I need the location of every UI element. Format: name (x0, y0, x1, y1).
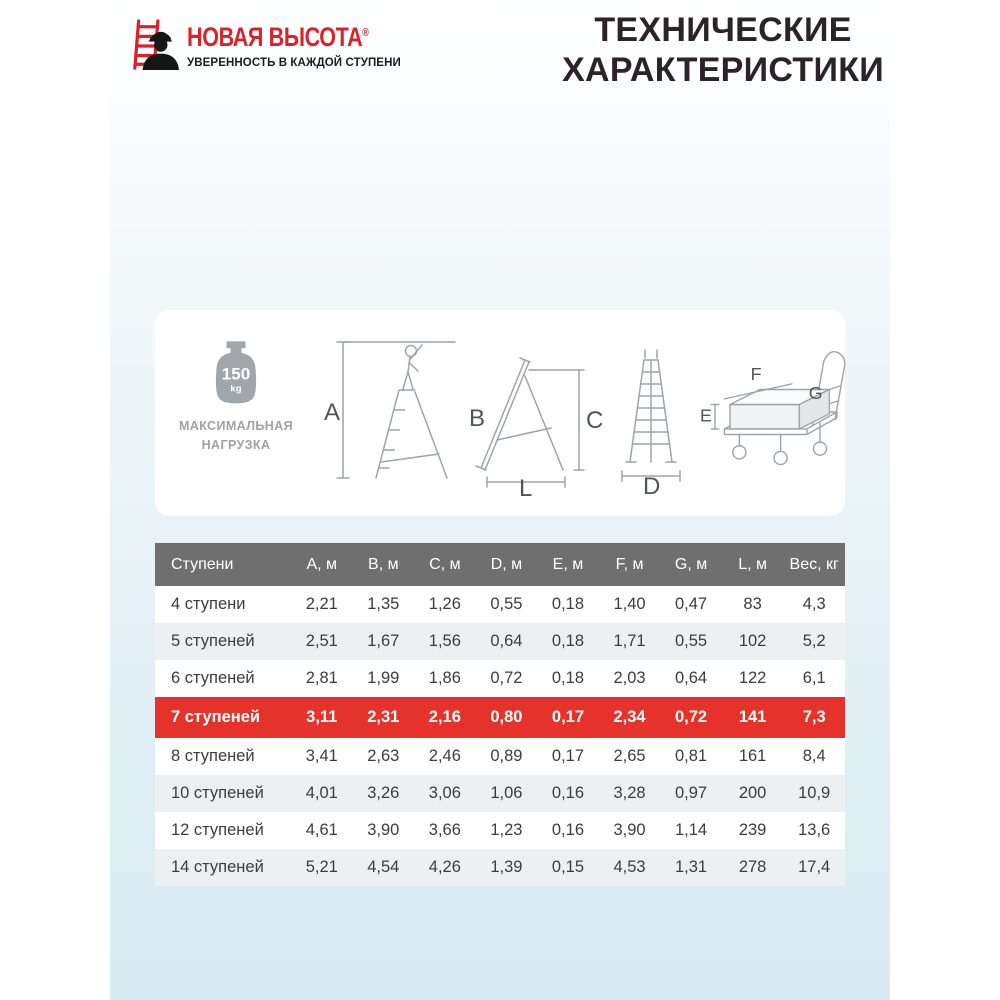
spec-value: 4,3 (783, 586, 845, 623)
spec-value: 4,61 (291, 812, 353, 849)
spec-value: 0,16 (537, 775, 599, 812)
spec-value: 1,71 (599, 623, 661, 660)
max-load-unit: kg (230, 383, 242, 395)
weight-icon (207, 340, 265, 404)
spec-value: 2,81 (291, 660, 353, 697)
spec-value: 4,26 (414, 849, 476, 886)
logo-text (187, 18, 414, 69)
folded-transport-diagram (700, 328, 850, 496)
spec-value: 200 (722, 775, 784, 812)
spec-value: 2,34 (599, 697, 661, 738)
spec-value: 4,01 (291, 775, 353, 812)
spec-value: 1,26 (414, 586, 476, 623)
spec-value: 2,51 (291, 623, 353, 660)
table-row (155, 849, 845, 886)
spec-value: 239 (722, 812, 784, 849)
page-title (562, 10, 884, 90)
spec-value: 0,55 (476, 586, 538, 623)
dim-c-label: C (586, 407, 604, 434)
spec-value: 0,72 (660, 697, 722, 738)
spec-value: 3,90 (599, 812, 661, 849)
page-title-line1: ТЕХНИЧЕСКИЕ (594, 11, 852, 49)
spec-table (155, 543, 845, 886)
col-header-g: G, м (660, 543, 722, 586)
spec-value: 2,16 (414, 697, 476, 738)
dim-f-label: F (750, 364, 762, 385)
spec-value: 141 (722, 697, 784, 738)
spec-value: 0,72 (476, 660, 538, 697)
table-row (155, 623, 845, 660)
spec-value: 0,80 (476, 697, 538, 738)
spec-value: 0,64 (476, 623, 538, 660)
row-label: 14 ступеней (155, 849, 291, 886)
spec-value: 3,26 (353, 775, 415, 812)
spec-value: 3,90 (353, 812, 415, 849)
spec-value: 3,28 (599, 775, 661, 812)
spec-value: 4,53 (599, 849, 661, 886)
dim-b-label: B (469, 405, 486, 432)
row-label: 5 ступеней (155, 623, 291, 660)
spec-value: 0,16 (537, 812, 599, 849)
side-profile-diagram (467, 328, 607, 496)
brand-name: НОВАЯ ВЫСОТА® (187, 22, 369, 52)
dim-a-label: A (324, 399, 341, 426)
spec-value: 2,21 (291, 586, 353, 623)
table-row (155, 697, 845, 738)
spec-table-body (155, 586, 845, 886)
spec-value: 102 (722, 623, 784, 660)
spec-value: 1,31 (660, 849, 722, 886)
spec-value: 0,18 (537, 623, 599, 660)
spec-value: 10,9 (783, 775, 845, 812)
spec-value: 1,40 (599, 586, 661, 623)
row-label: 12 ступеней (155, 812, 291, 849)
spec-value: 3,41 (291, 738, 353, 775)
spec-value: 0,81 (660, 738, 722, 775)
spec-value: 1,67 (353, 623, 415, 660)
spec-value: 1,35 (353, 586, 415, 623)
table-row (155, 660, 845, 697)
spec-value: 0,18 (537, 586, 599, 623)
diagrams-card (155, 310, 845, 516)
spec-value: 0,17 (537, 697, 599, 738)
col-header-f: F, м (599, 543, 661, 586)
spec-value: 13,6 (783, 812, 845, 849)
spec-value: 0,15 (537, 849, 599, 886)
dim-d-label: D (643, 473, 661, 496)
col-header-d: D, м (476, 543, 538, 586)
ladder-worker-logo-icon (130, 18, 180, 72)
col-header-l: L, м (722, 543, 784, 586)
col-header-steps: Ступени (155, 543, 291, 586)
brand-logo (130, 18, 414, 72)
spec-value: 0,47 (660, 586, 722, 623)
content-band (110, 0, 890, 1000)
max-load-block (175, 340, 297, 456)
spec-value: 1,56 (414, 623, 476, 660)
table-row (155, 586, 845, 623)
spec-value: 0,17 (537, 738, 599, 775)
spec-value: 1,06 (476, 775, 538, 812)
spec-value: 122 (722, 660, 784, 697)
spec-value: 0,55 (660, 623, 722, 660)
spec-value: 3,66 (414, 812, 476, 849)
spec-value: 17,4 (783, 849, 845, 886)
max-load-caption: МАКСИМАЛЬНАЯ НАГРУЗКА (178, 419, 294, 453)
row-label: 10 ступеней (155, 775, 291, 812)
spec-value: 1,86 (414, 660, 476, 697)
max-load-value: 150 (221, 364, 251, 384)
spec-value: 1,99 (353, 660, 415, 697)
table-row (155, 775, 845, 812)
spec-value: 5,2 (783, 623, 845, 660)
col-header-c: С, м (414, 543, 476, 586)
spec-value: 3,11 (291, 697, 353, 738)
dim-e-label: E (700, 405, 712, 426)
table-row (155, 738, 845, 775)
spec-value: 8,4 (783, 738, 845, 775)
spec-value: 4,54 (353, 849, 415, 886)
spec-value: 0,89 (476, 738, 538, 775)
header-row (155, 543, 845, 586)
spec-value: 1,23 (476, 812, 538, 849)
spec-value: 83 (722, 586, 784, 623)
dim-l-label: L (519, 475, 533, 496)
spec-value: 0,97 (660, 775, 722, 812)
spec-value: 1,14 (660, 812, 722, 849)
working-height-diagram (323, 328, 461, 496)
spec-value: 161 (722, 738, 784, 775)
spec-value: 2,31 (353, 697, 415, 738)
spec-value: 6,1 (783, 660, 845, 697)
spec-value: 3,06 (414, 775, 476, 812)
table-row (155, 812, 845, 849)
dim-g-label: G (808, 382, 823, 403)
row-label: 7 ступеней (155, 697, 291, 738)
col-header-weight: Вес, кг (783, 543, 845, 586)
registered-mark: ® (362, 27, 369, 39)
spec-value: 5,21 (291, 849, 353, 886)
spec-value: 278 (722, 849, 784, 886)
col-header-e: Е, м (537, 543, 599, 586)
spec-value: 1,39 (476, 849, 538, 886)
front-width-diagram (607, 328, 695, 496)
row-label: 6 ступеней (155, 660, 291, 697)
row-label: 8 ступеней (155, 738, 291, 775)
spec-table-header (155, 543, 845, 586)
spec-value: 2,65 (599, 738, 661, 775)
spec-value: 2,03 (599, 660, 661, 697)
spec-value: 0,64 (660, 660, 722, 697)
spec-value: 2,46 (414, 738, 476, 775)
col-header-b: В, м (353, 543, 415, 586)
spec-value: 2,63 (353, 738, 415, 775)
col-header-a: А, м (291, 543, 353, 586)
brand-tagline: УВЕРЕННОСТЬ В КАЖДОЙ СТУПЕНИ (187, 57, 401, 69)
spec-value: 7,3 (783, 697, 845, 738)
page-title-line2: ХАРАКТЕРИСТИКИ (562, 51, 884, 89)
row-label: 4 ступени (155, 586, 291, 623)
spec-value: 0,18 (537, 660, 599, 697)
